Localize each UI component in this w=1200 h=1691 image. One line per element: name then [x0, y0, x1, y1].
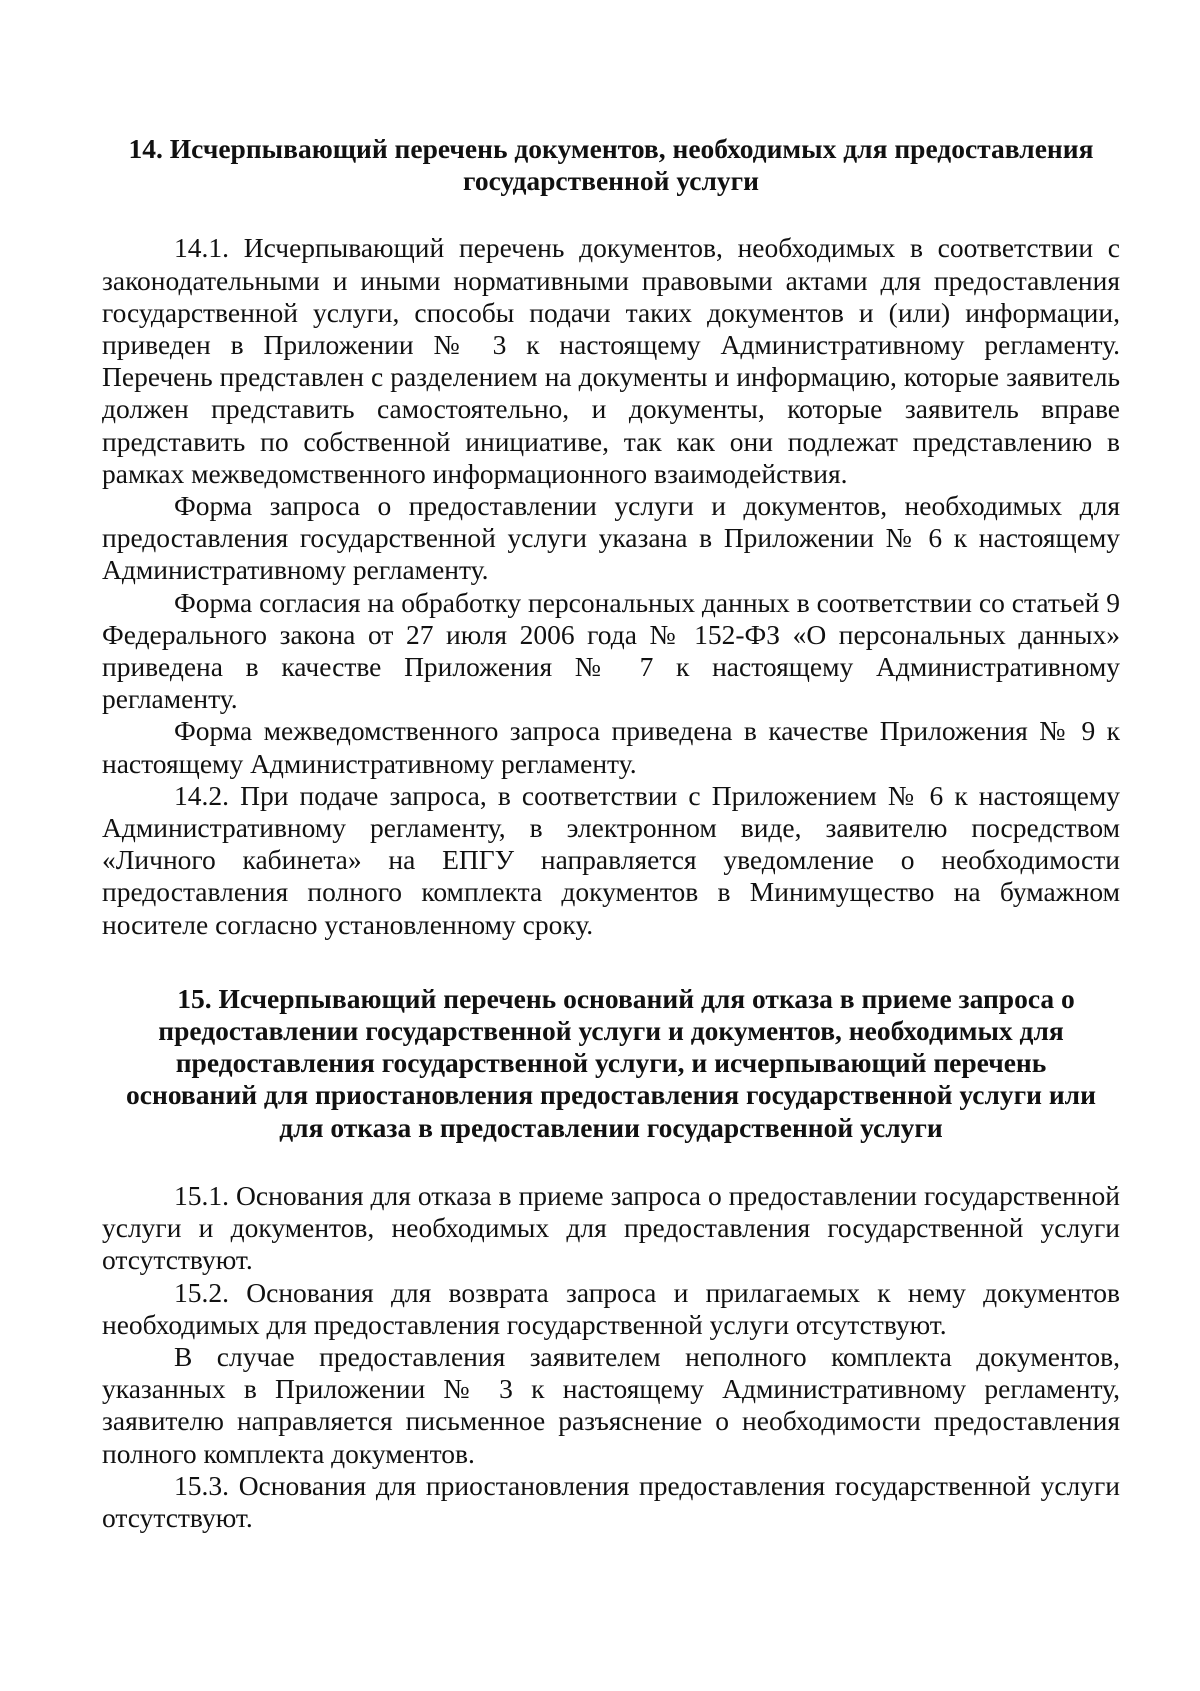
- paragraph-interagency-form: Форма межведомственного запроса приведена в качестве Приложения № 9 к настоящему Административному регламенту.: [102, 715, 1120, 779]
- section-15-heading-line: предоставления государственной услуги, и исчерпывающий перечень: [175, 1047, 1047, 1079]
- section-15-heading-line: для отказа в предоставлении государственной услуги: [279, 1111, 943, 1143]
- section-14-heading: 14. Исчерпывающий перечень документов, необходимых для предоставления государственной услуги: [128, 133, 1094, 197]
- section-15-heading: [102, 983, 1120, 1144]
- paragraph-15-1: 15.1. Основания для отказа в приеме запроса о предоставлении государственной услуги и документов, необходимых для предоставления государственной услуги отсутствуют.: [102, 1179, 1120, 1276]
- paragraph-14-2: 14.2. При подаче запроса, в соответствии с Приложением № 6 к настоящему Административному регламенту, в электронном виде, заявителю посредством «Личного кабинета» на ЕПГУ направляется уведомление о необходимости предоставления полного комплекта документов в Минимущество на бумажном носителе согласно установленному сроку.: [102, 779, 1120, 940]
- paragraph-15-2: 15.2. Основания для возврата запроса и прилагаемых к нему документов необходимых для предоставления государственной услуги отсутствуют.: [102, 1276, 1120, 1340]
- section-15-heading-line: оснований для приостановления предоставления государственной услуги или: [126, 1079, 1096, 1111]
- section-14-body: [102, 232, 1120, 940]
- section-15-heading-line: 15. Исчерпывающий перечень оснований для отказа в приеме запроса о: [177, 982, 1075, 1014]
- paragraph-14-1: 14.1. Исчерпывающий перечень документов, необходимых в соответствии с законодательными и иными нормативными правовыми актами для предоставления государственной услуги, способы подачи таких документов и (или) информации, приведен в Приложении № 3 к настоящему Административному регламенту. Перечень представлен с разделением на документы и информацию, которые заявитель должен представить самостоятельно, и документы, которые заявитель вправе представить по собственной инициативе, так как они подлежат представлению в рамках межведомственного информационного взаимодействия.: [102, 232, 1120, 489]
- paragraph-incomplete-docs: В случае предоставления заявителем неполного комплекта документов, указанных в Приложении № 3 к настоящему Административному регламенту, заявителю направляется письменное разъяснение о необходимости предоставления полного комплекта документов.: [102, 1340, 1120, 1469]
- paragraph-request-form: Форма запроса о предоставлении услуги и документов, необходимых для предоставления государственной услуги указана в Приложении № 6 к настоящему Административному регламенту.: [102, 490, 1120, 586]
- section-15-body: [102, 1180, 1120, 1534]
- document-page: [102, 0, 1120, 1534]
- paragraph-consent-form: Форма согласия на обработку персональных данных в соответствии со статьей 9 Федерального закона от 27 июля 2006 года № 152-ФЗ «О персональных данных» приведена в качестве Приложения № 7 к настоящему Административному регламенту.: [102, 586, 1120, 715]
- section-15-heading-line: предоставлении государственной услуги и документов, необходимых для: [158, 1015, 1064, 1047]
- paragraph-15-3: 15.3. Основания для приостановления предоставления государственной услуги отсутствуют.: [102, 1469, 1120, 1533]
